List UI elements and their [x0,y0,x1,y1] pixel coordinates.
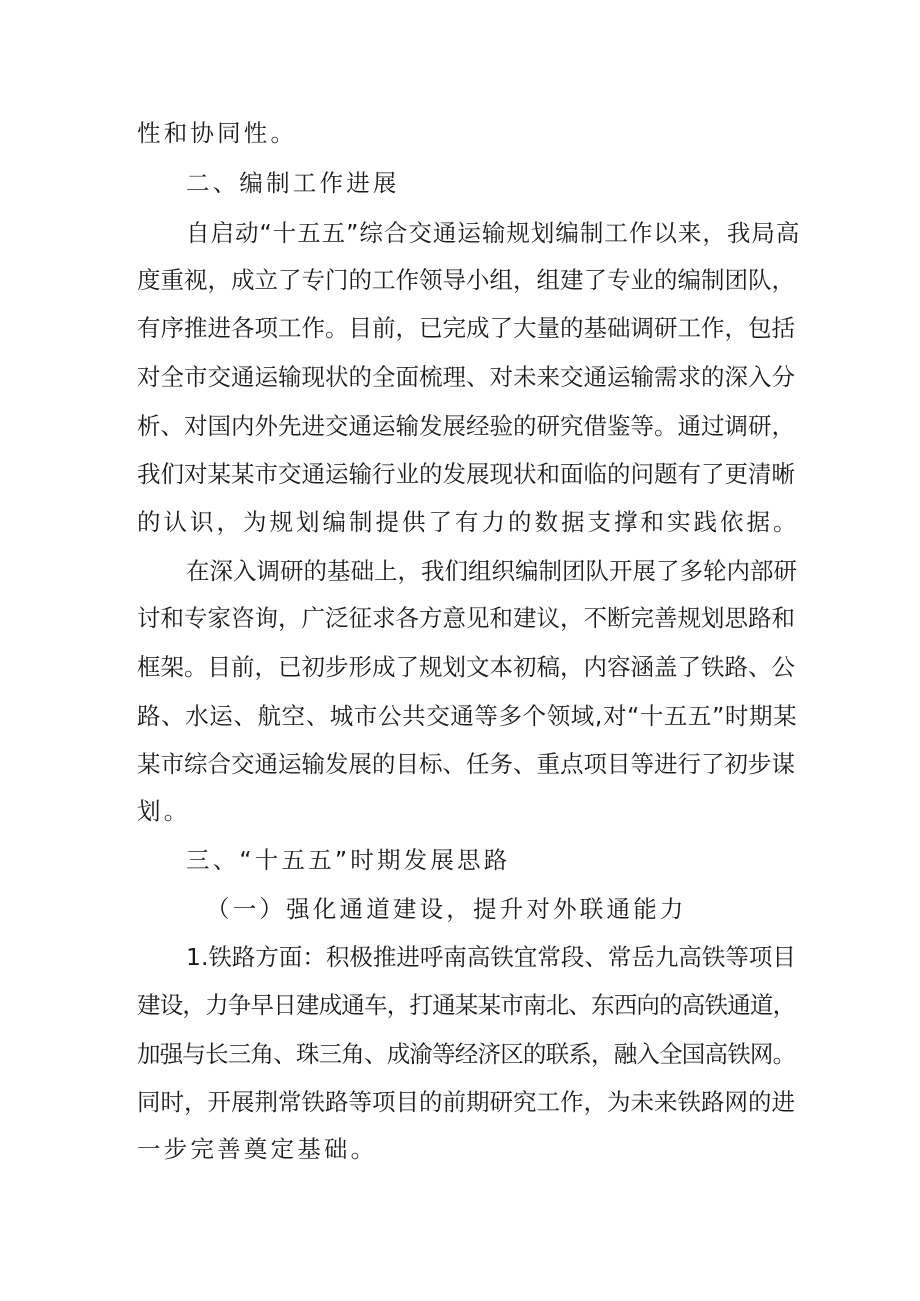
paragraph-2-line-3: 框架。目前，已初步形成了规划文本初稿，内容涵盖了铁路、公 [137,653,795,681]
paragraph-3-line-2: 建设，力争早日建成通车，打通某某市南北、东西向的高铁通道， [137,991,796,1019]
section-heading-3: 三、“十五五”时期发展思路 [186,846,511,874]
paragraph-1-line-3: 有序推进各项工作。目前，已完成了大量的基础调研工作，包括 [137,314,795,342]
paragraph-1-line-7: 的认识，为规划编制提供了有力的数据支撑和实践依据。 [137,508,800,536]
paragraph-1-line-5: 析、对国内外先进交通运输发展经验的研究借鉴等。通过调研， [137,412,795,440]
subsection-heading-1: （一）强化通道建设，提升对外联通能力 [206,895,687,923]
paragraph-2-line-1: 在深入调研的基础上，我们组织编制团队开展了多轮内部研 [186,557,797,585]
paragraph-3-line-1: 1.铁路方面：积极推进呼南高铁宜常段、常岳九高铁等项目 [186,943,796,971]
paragraph-1-line-1: 自启动“十五五”综合交通运输规划编制工作以来，我局高 [186,219,801,247]
paragraph-3-line-3: 加强与长三角、珠三角、成渝等经济区的联系，融入全国高铁网。 [137,1040,796,1068]
paragraph-3-line-4: 同时，开展荆常铁路等项目的前期研究工作，为未来铁路网的进 [137,1088,795,1116]
paragraph-3-line-5: 一步完善奠定基础。 [137,1135,378,1163]
paragraph-2-line-6: 划。 [137,797,191,825]
paragraph-1-line-4: 对全市交通运输现状的全面梳理、对未来交通运输需求的深入分 [137,363,795,391]
paragraph-2-line-5: 某市综合交通运输发展的目标、任务、重点项目等进行了初步谋 [137,750,795,778]
paragraph-1-line-6: 我们对某某市交通运输行业的发展现状和面临的问题有了更清晰 [137,460,795,488]
section-heading-2: 二、编制工作进展 [186,169,400,197]
paragraph-2-line-2: 讨和专家咨询，广泛征求各方意见和建议，不断完善规划思路和 [137,604,795,632]
paragraph-1-line-2: 度重视，成立了专门的工作领导小组，组建了专业的编制团队， [137,266,795,294]
paragraph-2-line-4: 路、水运、航空、城市公共交通等多个领域,对“十五五”时期某 [137,702,798,730]
paragraph-continuation-line: 性和协同性。 [137,119,298,147]
